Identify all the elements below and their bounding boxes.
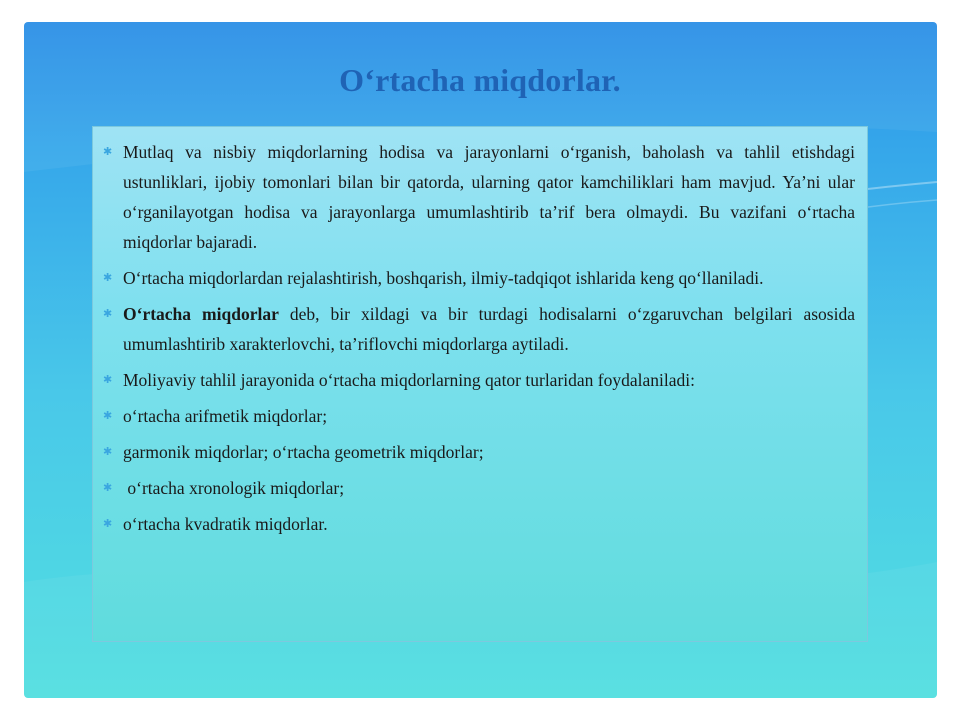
list-item	[101, 473, 855, 503]
list-item	[101, 401, 855, 431]
asterisk-icon: ✱	[103, 482, 113, 494]
list-item	[101, 365, 855, 395]
list-item	[101, 299, 855, 359]
list-item	[101, 509, 855, 539]
bullet-list	[93, 127, 867, 539]
item-text: garmonik miqdorlar; o‘rtacha geometrik miqdorlar;	[123, 442, 484, 462]
item-text: o‘rtacha arifmetik miqdorlar;	[123, 406, 328, 426]
asterisk-icon: ✱	[103, 410, 113, 422]
item-text: o‘rtacha xronologik miqdorlar;	[123, 478, 345, 498]
item-text: Moliyaviy tahlil jarayonida o‘rtacha miqdorlarning qator turlaridan foydalaniladi:	[123, 370, 695, 390]
asterisk-icon: ✱	[103, 518, 113, 530]
item-text: o‘rtacha kvadratik miqdorlar.	[123, 514, 328, 534]
asterisk-icon: ✱	[103, 272, 113, 284]
list-item	[101, 263, 855, 293]
item-bold: O‘rtacha miqdorlar	[123, 304, 279, 324]
item-text: deb, bir xildagi va bir turdagi hodisalarni o‘zgaruvchan belgilari asosida umumlashtirib xarakterlovchi, ta’riflovchi miqdorlarga aytiladi.	[123, 304, 855, 354]
content-box	[92, 126, 868, 642]
asterisk-icon: ✱	[103, 374, 113, 386]
list-item	[101, 437, 855, 467]
list-item	[101, 137, 855, 257]
asterisk-icon: ✱	[103, 146, 113, 158]
asterisk-icon: ✱	[103, 308, 113, 320]
asterisk-icon: ✱	[103, 446, 113, 458]
slide-title: O‘rtacha miqdorlar.	[339, 62, 621, 98]
item-text: O‘rtacha miqdorlardan rejalashtirish, boshqarish, ilmiy-tadqiqot ishlarida keng qo‘llaniladi.	[123, 268, 764, 288]
item-text: Mutlaq va nisbiy miqdorlarning hodisa va jarayonlarni o‘rganish, baholash va tahlil etishdagi ustunliklari, ijobiy tomonlari bilan bir qatorda, ularning qator kamchiliklari ham mavjud. Ya’ni ular o‘rganilayotgan hodisa va jarayonlarga umumlashtirib ta’rif bera olmaydi. Bu vazifani o‘rtacha miqdorlar bajaradi.	[123, 142, 855, 252]
